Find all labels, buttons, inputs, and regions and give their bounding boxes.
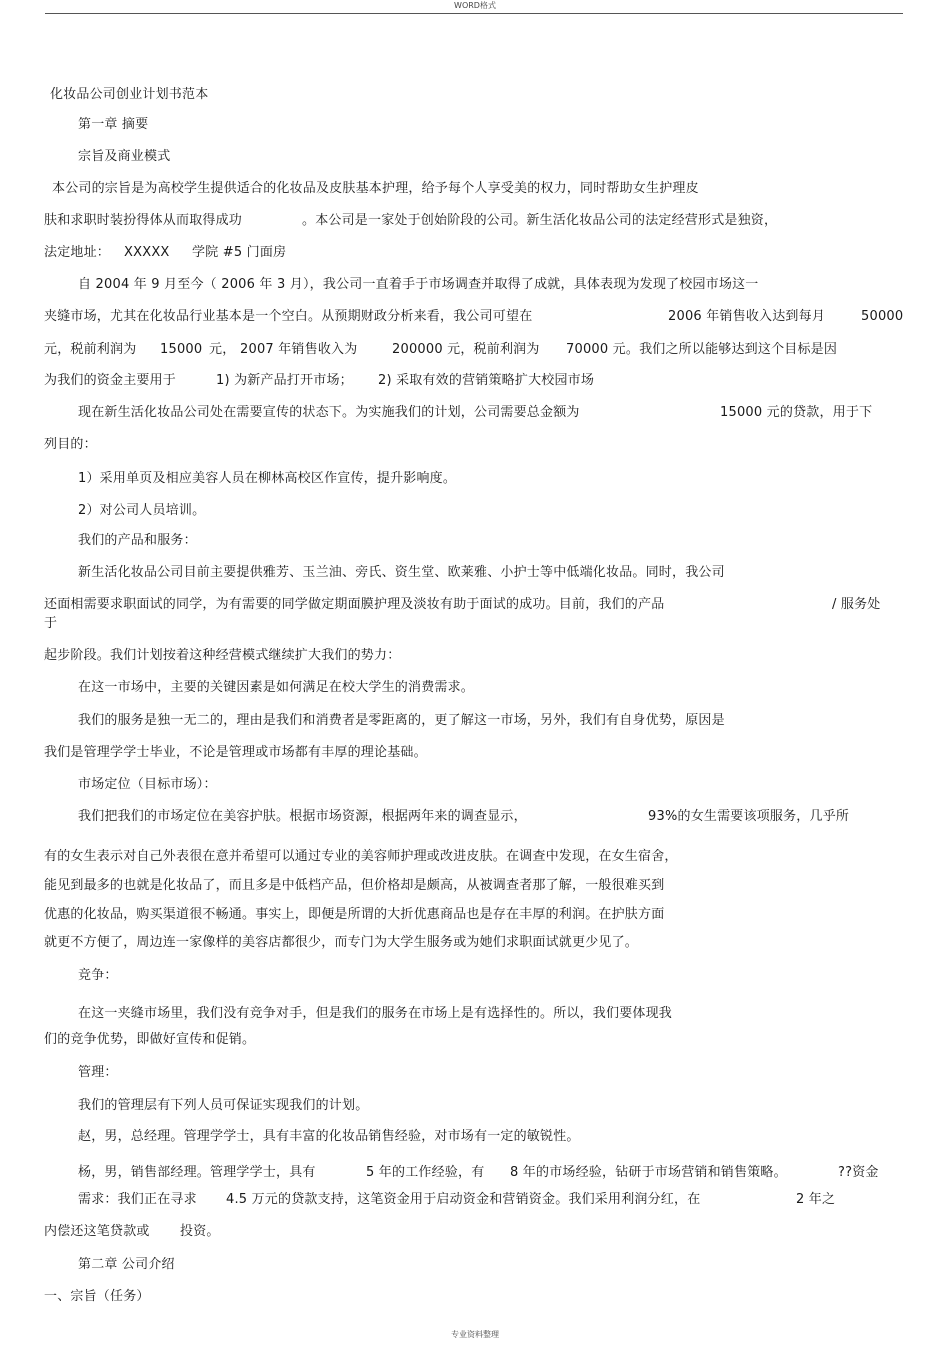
text-run: 学院 #5 门面房 [192, 245, 287, 260]
text-run: 50000 [861, 309, 904, 324]
text-run: 。本公司是一家处于创始阶段的公司。新生活化妆品公司的法定经营形式是独资， [302, 213, 778, 228]
text-run: 还面相需要求职面试的同学，为有需要的同学做定期面膜护理及淡妆有助于面试的成功。目前，我们的产品 [44, 597, 665, 612]
text-line [78, 808, 904, 826]
text-line: 在这一市场中，主要的关键因素是如何满足在校大学生的消费需求。 [78, 680, 475, 695]
list-item: 1）采用单页及相应美容人员在柳林高校区作宣传，提升影响度。 [78, 471, 457, 486]
text-line: 于 [44, 616, 58, 631]
text-line [44, 244, 444, 262]
text-line: 就更不方便了，周边连一家像样的美容店都很少，而专门为大学生服务或为她们求职面试就更少见了。 [44, 935, 639, 950]
text-line: 们的竞争优势，即做好宣传和促销。 [44, 1032, 256, 1047]
text-run: 法定地址： [44, 245, 111, 260]
text-run: / 服务处 [832, 597, 881, 612]
section-heading: 一、宗旨（任务） [44, 1289, 150, 1304]
text-line: 我们的服务是独一无二的，理由是我们和消费者是零距离的，更了解这一市场，另外，我们有自身优势，原因是 [78, 713, 725, 728]
text-run: 我们把我们的市场定位在美容护肤。根据市场资源，根据两年来的调查显示， [78, 809, 527, 824]
section-heading: 竞争： [78, 968, 118, 983]
text-line: 自 2004 年 9 月至今（ 2006 年 3 月），我公司一直着手于市场调查并取得了成就，具体表现为发现了校园市场这一 [78, 277, 759, 292]
text-run: 1) 为新产品打开市场； [216, 373, 353, 388]
section-heading: 我们的产品和服务： [78, 533, 197, 548]
chapter-heading: 第一章 摘要 [78, 117, 149, 132]
text-line: 我们是管理学学士毕业，不论是管理或市场都有丰厚的理论基础。 [44, 745, 427, 760]
text-run: 2 年之 [796, 1192, 836, 1207]
text-run: 15000 元的贷款，用于下 [720, 405, 873, 420]
text-run: 内偿还这笔贷款或 [44, 1224, 150, 1239]
text-line [44, 1223, 444, 1241]
text-line [78, 1164, 904, 1182]
chapter-heading: 第二章 公司介绍 [78, 1257, 175, 1272]
text-line [78, 1191, 904, 1209]
text-line [44, 308, 904, 326]
text-line: 能见到最多的也就是化妆品了，而且多是中低档产品，但价格却是颇高，从被调查者那了解，一般很难买到 [44, 878, 665, 893]
list-item: 2）对公司人员培训。 [78, 503, 206, 518]
text-run: 4.5 万元的贷款支持，这笔资金用于启动资金和营销资金。我们采用利润分红，在 [226, 1192, 701, 1207]
text-run: 元，税前利润为 [44, 342, 137, 357]
text-line [44, 212, 778, 230]
text-run: 需求：我们正在寻求 [78, 1192, 197, 1207]
header-rule [45, 13, 903, 14]
text-run: 肤和求职时装扮得体从而取得成功 [44, 213, 243, 228]
text-run: 为我们的资金主要用于 [44, 373, 177, 388]
text-run: 2006 年销售收入达到每月 [668, 309, 826, 324]
text-run: 元， [209, 342, 236, 357]
text-line: 列目的： [44, 437, 97, 452]
text-run: 15000 [160, 342, 203, 357]
section-heading: 市场定位（目标市场）： [78, 777, 217, 792]
text-run: 现在新生活化妆品公司处在需要宣传的状态下。为实施我们的计划，公司需要总金额为 [78, 405, 580, 420]
text-line [44, 596, 904, 614]
text-run: 70000 元。我们之所以能够达到这个目标是因 [566, 342, 838, 357]
text-line: 赵，男，总经理。管理学学士，具有丰富的化妆品销售经验，对市场有一定的敏锐性。 [78, 1129, 580, 1144]
text-run: 夹缝市场，尤其在化妆品行业基本是一个空白。从预期财政分析来看，我公司可望在 [44, 309, 533, 324]
text-line [44, 372, 744, 390]
header-text: WORD格式 [454, 1, 496, 10]
text-line: 新生活化妆品公司目前主要提供雅芳、玉兰油、旁氏、资生堂、欧莱雅、小护士等中低端化妆品。同时，我公司 [78, 565, 725, 580]
section-heading: 管理： [78, 1065, 118, 1080]
text-line: 起步阶段。我们计划按着这种经营模式继续扩大我们的势力： [44, 648, 401, 663]
text-run: 200000 元，税前利润为 [392, 342, 540, 357]
text-line: 本公司的宗旨是为高校学生提供适合的化妆品及皮肤基本护理，给予每个人享受美的权力，同时帮助女生护理皮 [52, 181, 699, 196]
text-run: 2007 年销售收入为 [240, 342, 358, 357]
section-heading: 宗旨及商业模式 [78, 149, 171, 164]
text-line: 在这一夹缝市场里，我们没有竞争对手，但是我们的服务在市场上是有选择性的。所以，我们要体现我 [78, 1006, 673, 1021]
text-line [78, 404, 904, 422]
text-run: 5 年的工作经验，有 [366, 1165, 485, 1180]
footer-text: 专业资料整理 [451, 1330, 499, 1339]
text-run: 93%的女生需要该项服务，几乎所 [648, 809, 850, 824]
text-run: ??资金 [838, 1165, 879, 1180]
text-line [44, 341, 904, 359]
text-run: 杨，男，销售部经理。管理学学士，具有 [78, 1165, 316, 1180]
text-run: 8 年的市场经验，钻研于市场营销和销售策略。 [510, 1165, 787, 1180]
text-line: 有的女生表示对自己外表很在意并希望可以通过专业的美容师护理或改进皮肤。在调查中发现，在女生宿舍， [44, 849, 678, 864]
text-line: 优惠的化妆品，购买渠道很不畅通。事实上，即便是所谓的大折优惠商品也是存在丰厚的利润。在护肤方面 [44, 907, 665, 922]
text-run: 2) 采取有效的营销策略扩大校园市场 [378, 373, 595, 388]
text-run: XXXXX [124, 245, 170, 260]
document-title: 化妆品公司创业计划书范本 [50, 87, 209, 102]
page-footer [0, 1330, 950, 1340]
text-run: 投资。 [180, 1224, 220, 1239]
text-line: 我们的管理层有下列人员可保证实现我们的计划。 [78, 1098, 369, 1113]
